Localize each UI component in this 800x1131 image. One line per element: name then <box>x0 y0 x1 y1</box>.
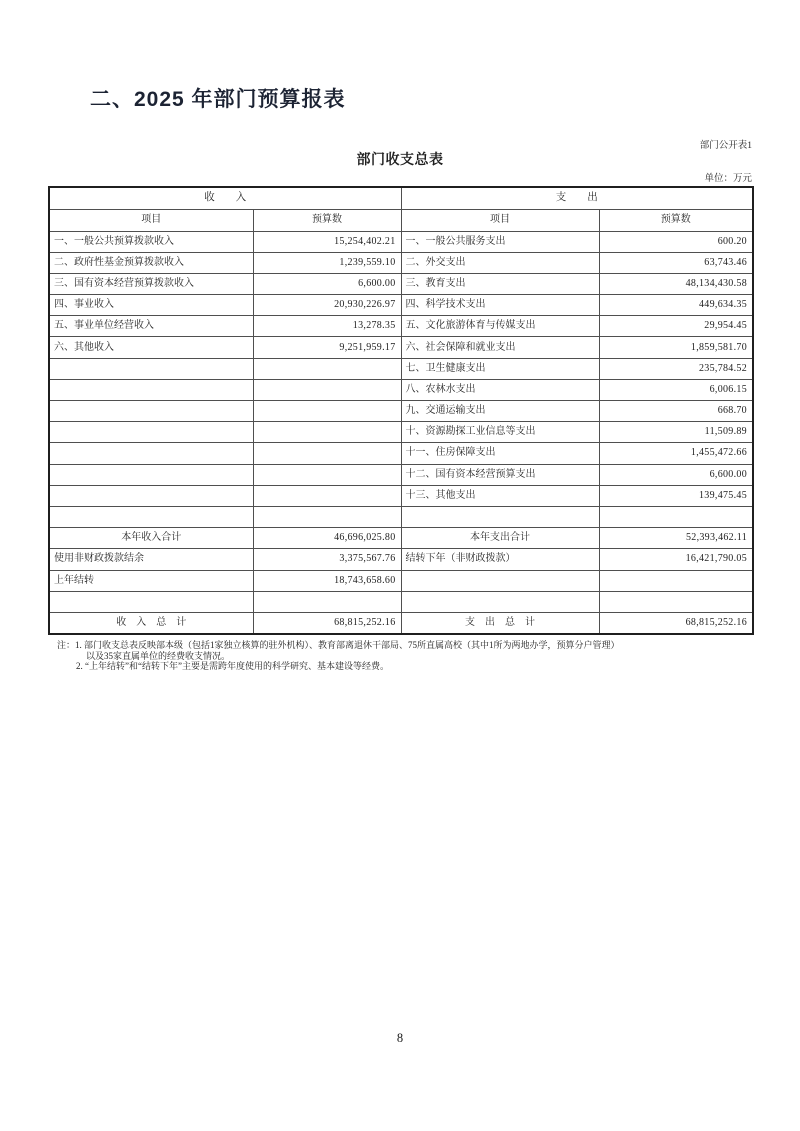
expense-budget-header: 预算数 <box>599 209 753 231</box>
table-row <box>49 337 753 358</box>
income-value-cell <box>253 422 401 443</box>
income-item-cell: 二、政府性基金预算拨款收入 <box>49 252 253 273</box>
note-line-3: 2. “上年结转”和“结转下年”主要是需跨年度使用的科学研究、基本建设等经费。 <box>76 661 389 671</box>
table-notes <box>57 640 737 672</box>
income-value-cell <box>253 401 401 422</box>
income-value-cell <box>253 591 401 612</box>
table-row <box>49 506 753 527</box>
page-number: 8 <box>396 1031 404 1045</box>
income-value-cell: 15,254,402.21 <box>253 231 401 252</box>
expense-value-cell: 16,421,790.05 <box>599 549 753 570</box>
expense-value-cell <box>599 506 753 527</box>
expense-item-header: 项目 <box>401 209 599 231</box>
income-value-cell <box>253 358 401 379</box>
table-row <box>49 358 753 379</box>
grand-total-row <box>49 612 753 633</box>
expense-item-cell: 一、一般公共服务支出 <box>401 231 599 252</box>
income-value-cell <box>253 485 401 506</box>
expense-item-cell: 四、科学技术支出 <box>401 295 599 316</box>
table-row <box>49 570 753 591</box>
table-row <box>49 464 753 485</box>
expense-item-cell: 六、社会保障和就业支出 <box>401 337 599 358</box>
income-item-cell: 本年收入合计 <box>49 528 253 549</box>
expense-value-cell: 1,859,581.70 <box>599 337 753 358</box>
table-row <box>49 422 753 443</box>
table-row <box>49 252 753 273</box>
expense-item-cell: 三、教育支出 <box>401 273 599 294</box>
income-item-cell <box>49 443 253 464</box>
table-row <box>49 273 753 294</box>
income-item-cell: 三、国有资本经营预算拨款收入 <box>49 273 253 294</box>
income-value-cell: 46,696,025.80 <box>253 528 401 549</box>
income-item-cell <box>49 358 253 379</box>
income-item-cell: 使用非财政拨款结余 <box>49 549 253 570</box>
note-line-2: 以及35家直属单位的经费收支情况。 <box>86 650 231 661</box>
income-item-cell <box>49 485 253 506</box>
expense-value-cell: 1,455,472.66 <box>599 443 753 464</box>
expense-item-cell: 八、农林水支出 <box>401 379 599 400</box>
income-item-cell <box>49 506 253 527</box>
income-item-cell: 收 入 总 计 <box>49 612 253 633</box>
income-value-cell: 68,815,252.16 <box>253 612 401 633</box>
expense-value-cell <box>599 591 753 612</box>
table-row <box>49 379 753 400</box>
table-tag-label: 部门公开表1 <box>699 141 752 151</box>
income-value-cell <box>253 379 401 400</box>
expense-item-cell: 支 出 总 计 <box>401 612 599 633</box>
income-item-header: 项目 <box>49 209 253 231</box>
expense-item-cell: 二、外交支出 <box>401 252 599 273</box>
unit-label: 单位：万元 <box>704 174 752 184</box>
expense-value-cell: 6,006.15 <box>599 379 753 400</box>
expense-item-cell: 九、交通运输支出 <box>401 401 599 422</box>
expense-item-cell <box>401 591 599 612</box>
table-row <box>49 443 753 464</box>
expense-item-cell: 七、卫生健康支出 <box>401 358 599 379</box>
table-row <box>49 295 753 316</box>
income-value-cell: 18,743,658.60 <box>253 570 401 591</box>
income-value-cell: 3,375,567.76 <box>253 549 401 570</box>
expense-item-cell: 十、资源勘探工业信息等支出 <box>401 422 599 443</box>
expense-value-cell: 68,815,252.16 <box>599 612 753 633</box>
column-header-row <box>49 209 753 231</box>
table-row <box>49 485 753 506</box>
income-item-cell <box>49 464 253 485</box>
note-line-1: 注：1. 部门收支总表反映部本级（包括1家独立核算的驻外机构）、教育部离退休干部局、75所直属高校（其中1所为两地办学，预算分户管理） <box>57 640 620 650</box>
expense-item-cell <box>401 570 599 591</box>
subtotal-row <box>49 528 753 549</box>
income-value-cell <box>253 506 401 527</box>
income-item-cell <box>49 401 253 422</box>
income-value-cell: 13,278.35 <box>253 316 401 337</box>
expense-item-cell: 十三、其他支出 <box>401 485 599 506</box>
table-row <box>49 549 753 570</box>
income-item-cell <box>49 379 253 400</box>
expense-value-cell: 139,475.45 <box>599 485 753 506</box>
expense-item-cell: 十二、国有资本经营预算支出 <box>401 464 599 485</box>
income-value-cell <box>253 464 401 485</box>
document-heading: 二、2025 年部门预算报表 <box>90 88 346 111</box>
income-item-cell: 一、一般公共预算拨款收入 <box>49 231 253 252</box>
income-item-cell: 六、其他收入 <box>49 337 253 358</box>
expense-value-cell: 29,954.45 <box>599 316 753 337</box>
income-item-cell: 四、事业收入 <box>49 295 253 316</box>
expense-value-cell: 668.70 <box>599 401 753 422</box>
income-item-cell <box>49 591 253 612</box>
income-item-cell <box>49 422 253 443</box>
expense-value-cell: 449,634.35 <box>599 295 753 316</box>
expense-item-cell: 结转下年（非财政拨款） <box>401 549 599 570</box>
income-item-cell: 五、事业单位经营收入 <box>49 316 253 337</box>
expense-value-cell: 235,784.52 <box>599 358 753 379</box>
expense-value-cell: 63,743.46 <box>599 252 753 273</box>
income-value-cell <box>253 443 401 464</box>
expense-value-cell: 48,134,430.58 <box>599 273 753 294</box>
group-header-row <box>49 187 753 209</box>
expense-value-cell: 52,393,462.11 <box>599 528 753 549</box>
expense-item-cell: 十一、住房保障支出 <box>401 443 599 464</box>
income-value-cell: 20,930,226.97 <box>253 295 401 316</box>
table-row <box>49 591 753 612</box>
income-value-cell: 1,239,559.10 <box>253 252 401 273</box>
income-group-header: 收 入 <box>49 187 401 209</box>
expense-group-header: 支 出 <box>401 187 753 209</box>
expense-item-cell: 本年支出合计 <box>401 528 599 549</box>
income-value-cell: 6,600.00 <box>253 273 401 294</box>
table-row <box>49 401 753 422</box>
income-budget-header: 预算数 <box>253 209 401 231</box>
expense-value-cell: 600.20 <box>599 231 753 252</box>
table-row <box>49 316 753 337</box>
expense-item-cell: 五、文化旅游体育与传媒支出 <box>401 316 599 337</box>
expense-item-cell <box>401 506 599 527</box>
expense-value-cell <box>599 570 753 591</box>
budget-summary-table <box>48 186 754 635</box>
table-row <box>49 231 753 252</box>
expense-value-cell: 11,509.89 <box>599 422 753 443</box>
income-item-cell: 上年结转 <box>49 570 253 591</box>
expense-value-cell: 6,600.00 <box>599 464 753 485</box>
income-value-cell: 9,251,959.17 <box>253 337 401 358</box>
table-title: 部门收支总表 <box>356 151 444 167</box>
